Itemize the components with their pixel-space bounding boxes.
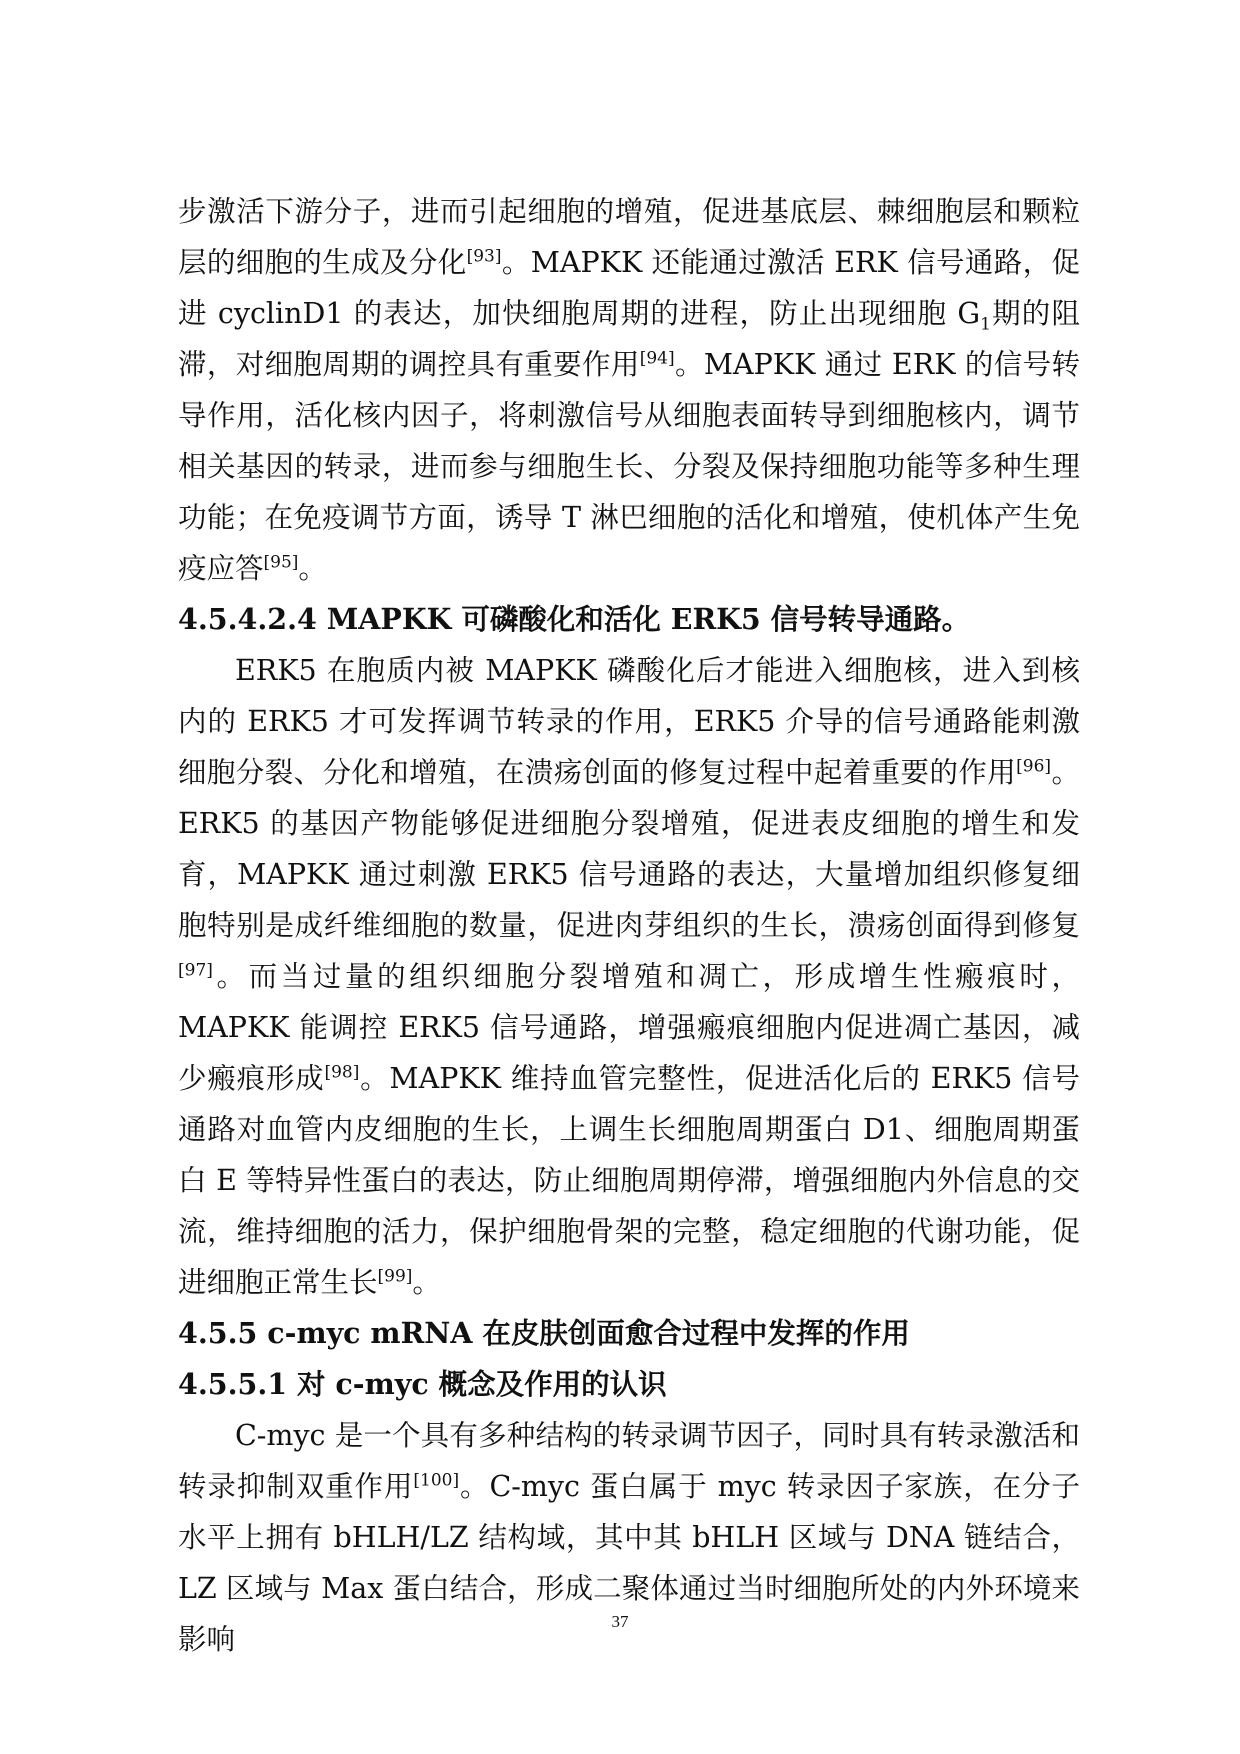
section-heading-4-5-5: 4.5.5 c-myc mRNA 在皮肤创面愈合过程中发挥的作用: [178, 1316, 910, 1350]
paragraph-1: [178, 186, 1080, 594]
citation-93: [93]: [466, 246, 502, 267]
paragraph-1-text-1: 步激活下游分子，进而引起细胞的增殖，促进基底层、棘细胞层和颗粒层的细胞的生成及分化: [178, 195, 1080, 279]
citation-95: [95]: [263, 552, 299, 573]
page-body: [178, 186, 1080, 1665]
page-number: 37: [611, 1612, 629, 1631]
paragraph-2-text-1: ERK5 在胞质内被 MAPKK 磷酸化后才能进入细胞核，进入到核内的 ERK5 才可发挥调节转录的作用，ERK5 介导的信号通路能刺激细胞分裂、分化和增殖，在溃疡创面的修复过程中起着重要的作用: [178, 654, 1080, 789]
citation-98: [98]: [324, 1062, 360, 1083]
paragraph-1-text-2: 。MAPKK 还能通过激活 ERK 信号通路，促进 cyclinD1 的表达，加快细胞周期的进程，防止出现细胞 G: [178, 246, 1080, 330]
section-heading-4-5-5-1: 4.5.5.1 对 c-myc 概念及作用的认识: [178, 1367, 667, 1401]
paragraph-2-text-5: 。: [412, 1266, 441, 1299]
paragraph-2-text-3: 。而当过量的组织细胞分裂增殖和凋亡，形成增生性瘢痕时，MAPKK 能调控 ERK5 信号通路，增强瘢痕细胞内促进凋亡基因，减少瘢痕形成: [178, 960, 1080, 1095]
citation-97: [97]: [178, 960, 213, 981]
subscript-g1: 1: [980, 314, 991, 335]
citation-96: [96]: [1016, 756, 1052, 777]
section-heading-4-5-4-2-4: 4.5.4.2.4 MAPKK 可磷酸化和活化 ERK5 信号转导通路。: [178, 602, 971, 636]
paragraph-3-text-1: C-myc 是一个具有多种结构的转录调节因子，同时具有转录激活和转录抑制双重作用: [178, 1419, 1080, 1503]
paragraph-2: [178, 645, 1080, 1308]
paragraph-1-text-3: 期的阻滞，对细胞周期的调控具有重要作用: [178, 297, 1080, 381]
paragraph-2-text-2: 。ERK5 的基因产物能够促进细胞分裂增殖，促进表皮细胞的增生和发育，MAPKK 通过刺激 ERK5 信号通路的表达，大量增加组织修复细胞特别是成纤维细胞的数量，促进肉芽组织的生长，溃疡创面得到修复: [178, 756, 1080, 942]
paragraph-1-text-5: 。: [298, 552, 327, 585]
citation-99: [99]: [377, 1266, 413, 1287]
citation-100: [100]: [413, 1470, 460, 1491]
citation-94: [94]: [639, 348, 675, 369]
paragraph-2-text-4: 。MAPKK 维持血管完整性，促进活化后的 ERK5 信号通路对血管内皮细胞的生长，上调生长细胞周期蛋白 D1、细胞周期蛋白 E 等特异性蛋白的表达，防止细胞周期停滞，增强细胞内外信息的交流，维持细胞的活力，保护细胞骨架的完整，稳定细胞的代谢功能，促进细胞正常生长: [178, 1062, 1080, 1299]
paragraph-3-text-2: 。C-myc 蛋白属于 myc 转录因子家族，在分子水平上拥有 bHLH/LZ 结构域，其中其 bHLH 区域与 DNA 链结合，LZ 区域与 Max 蛋白结合，形成二聚体通过当时细胞所处的内外环境来影响: [178, 1470, 1080, 1656]
paragraph-1-text-4: 。MAPKK 通过 ERK 的信号转导作用，活化核内因子，将刺激信号从细胞表面转导到细胞核内，调节相关基因的转录，进而参与细胞生长、分裂及保持细胞功能等多种生理功能；在免疫调节方面，诱导 T 淋巴细胞的活化和增殖，使机体产生免疫应答: [178, 348, 1080, 585]
